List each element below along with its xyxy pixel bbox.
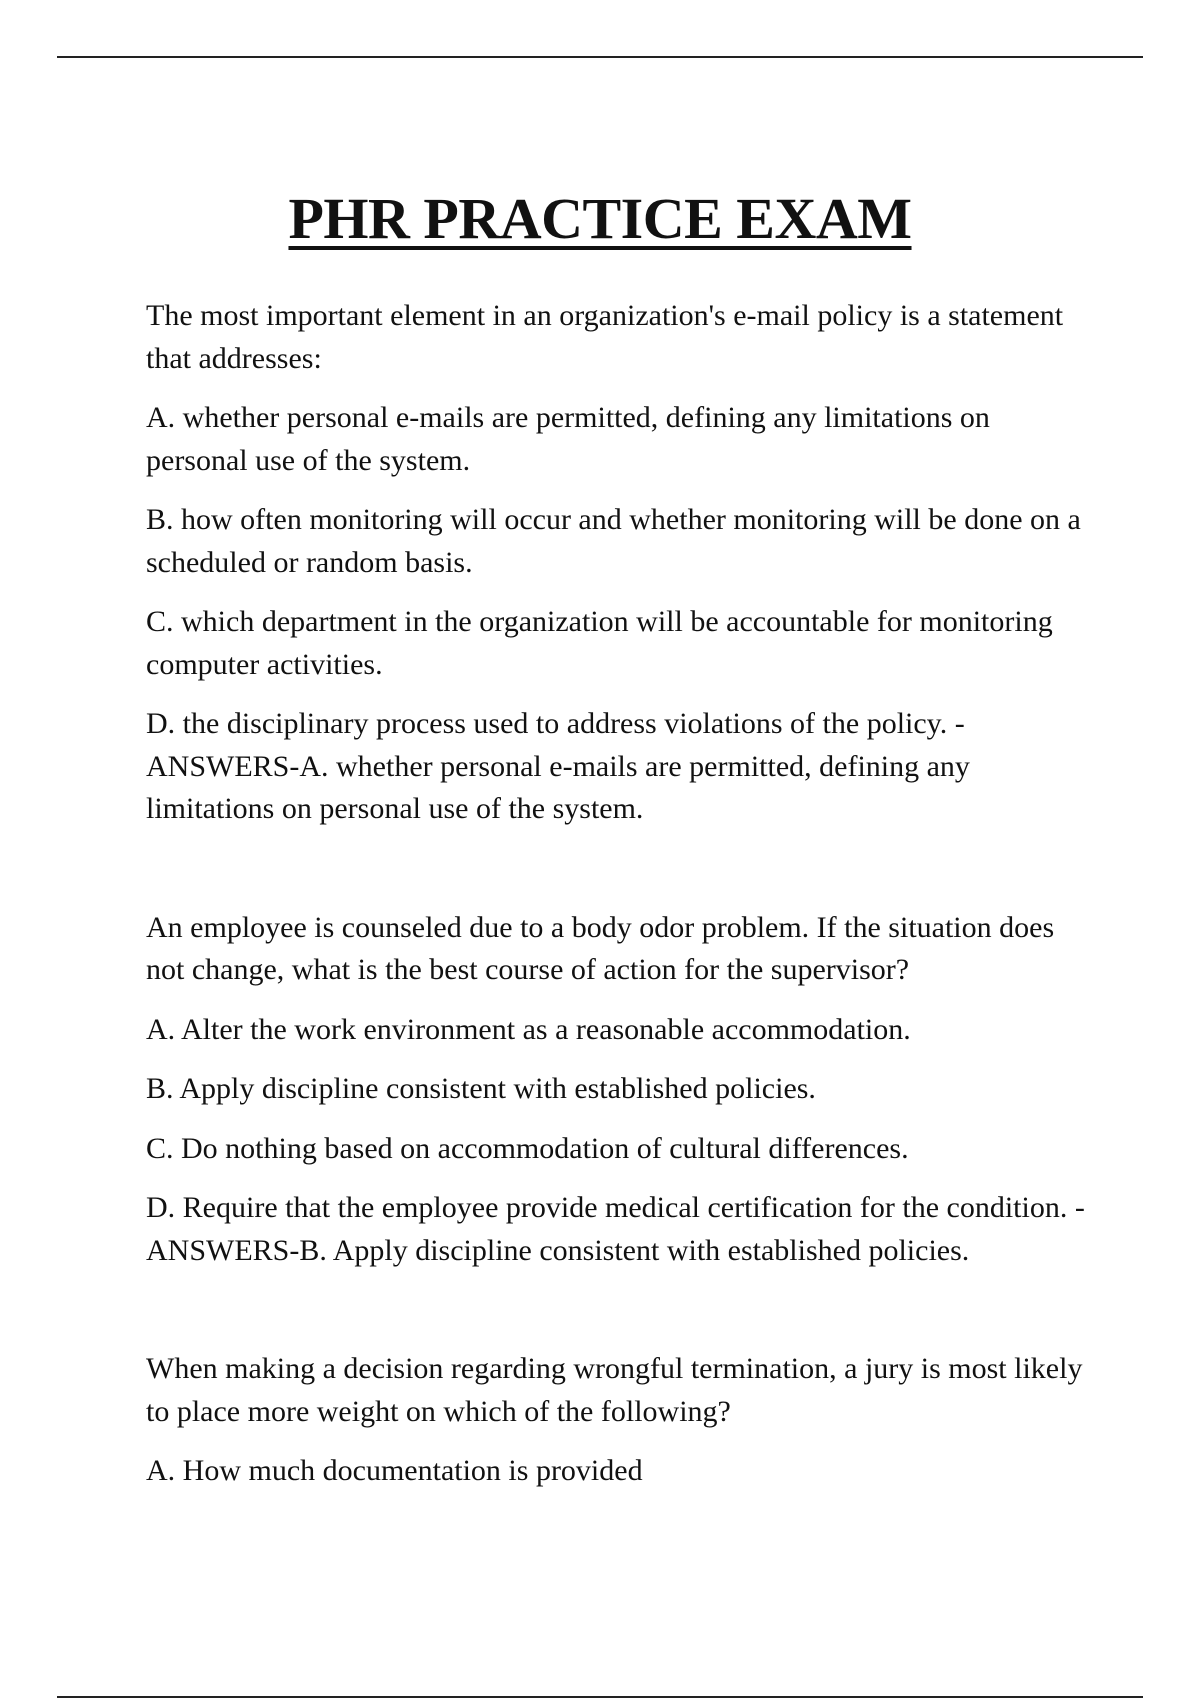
page-title bbox=[0, 187, 1200, 251]
question-text: The most important element in an organization's e-mail policy is a statement that addresses: bbox=[146, 299, 1064, 375]
option-b: B. Apply discipline consistent with established policies. bbox=[146, 1072, 816, 1105]
page-title-text: PHR PRACTICE EXAM bbox=[288, 185, 912, 251]
option-a: A. How much documentation is provided bbox=[146, 1454, 643, 1487]
question-block-3 bbox=[146, 1348, 1086, 1493]
option-b: B. how often monitoring will occur and whether monitoring will be done on a scheduled or random basis. bbox=[146, 503, 1081, 579]
option-d-with-answer: D. Require that the employee provide medical certification for the condition. - ANSWERS-B. Apply discipline consistent with established policies. bbox=[146, 1191, 1085, 1267]
question-block-2 bbox=[146, 907, 1086, 1273]
top-rule bbox=[57, 56, 1143, 58]
bottom-rule bbox=[57, 1696, 1143, 1698]
question-text: An employee is counseled due to a body odor problem. If the situation does not change, what is the best course of action for the supervisor? bbox=[146, 910, 1055, 986]
document-body bbox=[146, 295, 1086, 1493]
question-text: When making a decision regarding wrongful termination, a jury is most likely to place more weight on which of the following? bbox=[146, 1352, 1083, 1428]
option-a: A. Alter the work environment as a reasonable accommodation. bbox=[146, 1012, 911, 1046]
option-d-with-answer: D. the disciplinary process used to address violations of the policy. - ANSWERS-A. whether personal e-mails are permitted, defining any limitations on personal use of the system. bbox=[146, 707, 970, 825]
option-a: A. whether personal e-mails are permitted, defining any limitations on personal use of the system. bbox=[146, 401, 990, 477]
option-c: C. Do nothing based on accommodation of cultural differences. bbox=[146, 1131, 909, 1165]
option-c: C. which department in the organization will be accountable for monitoring computer activities. bbox=[146, 605, 1053, 681]
question-block-1 bbox=[146, 295, 1086, 831]
